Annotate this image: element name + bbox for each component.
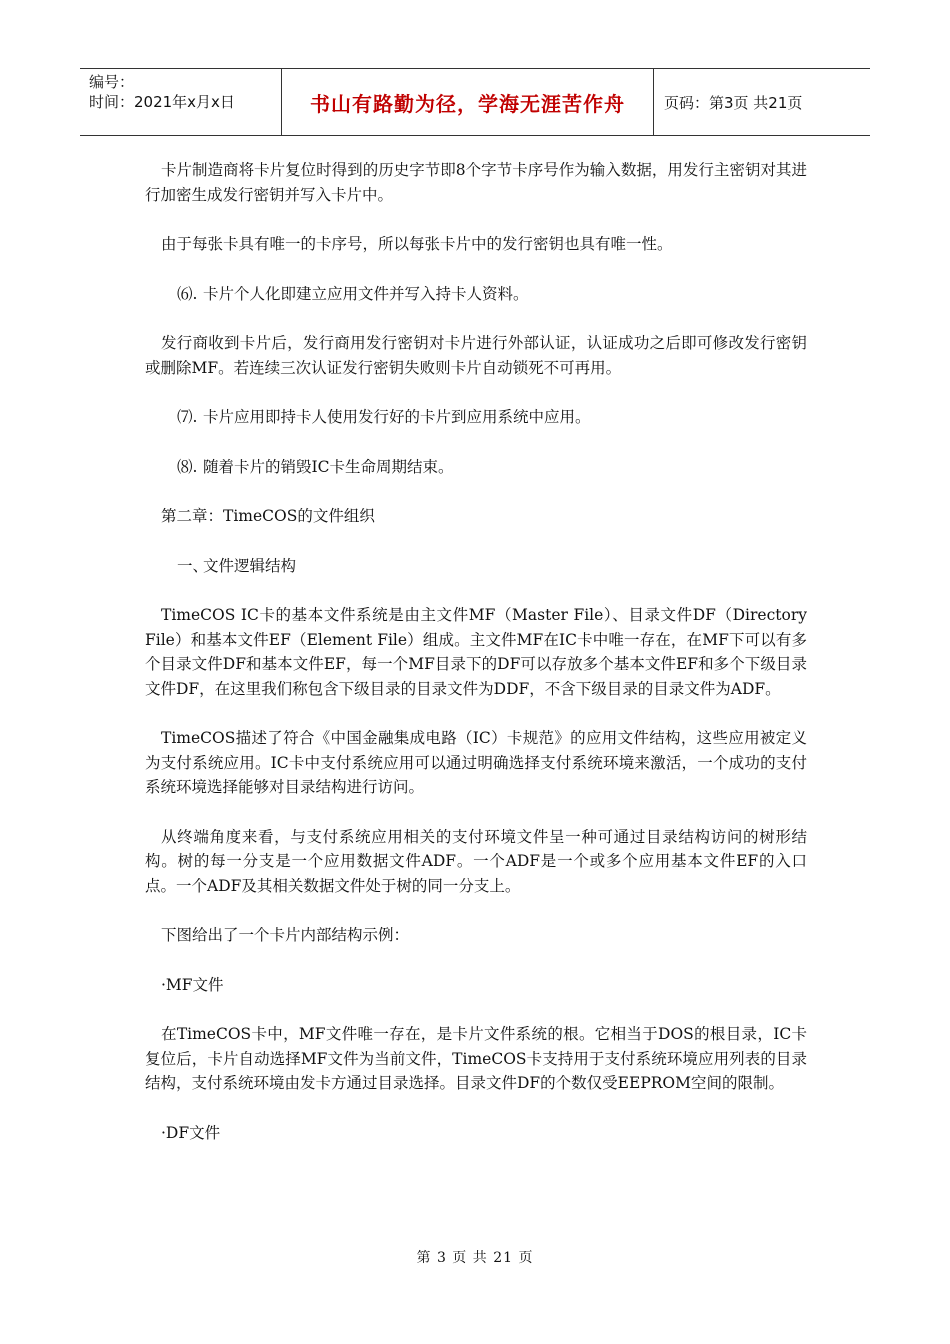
document-body <box>145 158 807 1170</box>
paragraph: 从终端角度来看，与支付系统应用相关的支付环境文件呈一种可通过目录结构访问的树形结构。树的每一分支是一个应用数据文件ADF。一个ADF是一个或多个应用基本文件EF的入口点。一个ADF及其相关数据文件处于树的同一分支上。 <box>145 827 807 895</box>
item-text: 随着卡片的销毁IC卡生命周期结束。 <box>203 457 454 476</box>
paragraph: 由于每张卡具有唯一的卡序号，所以每张卡片中的发行密钥也具有唯一性。 <box>161 235 673 253</box>
numbered-item <box>145 282 807 307</box>
paragraph: 下图给出了一个卡片内部结构示例： <box>161 926 410 944</box>
item-text: 卡片应用即持卡人使用发行好的卡片到应用系统中应用。 <box>203 408 591 426</box>
section-marker: 一、 <box>177 556 209 575</box>
section-title: 文件逻辑结构 <box>203 556 297 575</box>
paragraph: TimeCOS IC卡的基本文件系统是由主文件MF（Master File）、目录文件DF（Directory File）和基本文件EF（Element File）组成。主文件MF在IC卡中唯一存在，在MF下可以有多个目录文件DF和基本文件EF，每一个MF目录下的DF可以存放多个基本文件EF和多个下级目录文件DF，在这里我们称包含下级目录的目录文件为DDF，不含下级目录的目录文件为ADF。 <box>145 606 807 698</box>
paragraph: TimeCOS描述了符合《中国金融集成电路（IC）卡规范》的应用文件结构，这些应用被定义为支付系统应用。IC卡中支付系统应用可以通过明确选择支付系统环境来激活，一个成功的支付系统环境选择能够对目录结构进行访问。 <box>145 729 807 796</box>
paragraph: 发行商收到卡片后，发行商用发行密钥对卡片进行外部认证，认证成功之后即可修改发行密钥或删除MF。若连续三次认证发行密钥失败则卡片自动锁死不可再用。 <box>145 334 807 377</box>
item-marker: ⑺. <box>177 408 198 426</box>
paragraph: 卡片制造商将卡片复位时得到的历史字节即8个字节卡序号作为输入数据，用发行主密钥对其进行加密生成发行密钥并写入卡片中。 <box>145 161 807 204</box>
header-meta <box>80 69 282 135</box>
section-heading <box>145 554 807 579</box>
bullet-heading: ·MF文件 <box>161 975 224 994</box>
numbered-item <box>145 455 807 480</box>
item-marker: ⑹. <box>177 284 198 303</box>
page-header <box>80 68 870 136</box>
page-footer: 第 3 页 共 21 页 <box>416 1250 534 1266</box>
bullet-heading: ·DF文件 <box>161 1123 221 1142</box>
paragraph: 在TimeCOS卡中，MF文件唯一存在，是卡片文件系统的根。它相当于DOS的根目录，IC卡复位后，卡片自动选择MF文件为当前文件，TimeCOS卡支持用于支付系统环境应用列表的目录结构，支付系统环境由发卡方通过目录选择。目录文件DF的个数仅受EEPROM空间的限制。 <box>145 1025 807 1092</box>
item-marker: ⑻. <box>177 457 198 476</box>
chapter-heading: 第二章：TimeCOS的文件组织 <box>161 507 375 525</box>
numbered-item <box>145 405 807 430</box>
header-slogan: 书山有路勤为径，学海无涯苦作舟 <box>282 69 654 135</box>
header-number-label: 编号： <box>89 73 135 91</box>
item-text: 卡片个人化即建立应用文件并写入持卡人资料。 <box>203 284 529 303</box>
header-page-label: 页码：第3页 共21页 <box>664 93 803 112</box>
header-time-label: 时间：2021年x月x日 <box>89 93 235 111</box>
